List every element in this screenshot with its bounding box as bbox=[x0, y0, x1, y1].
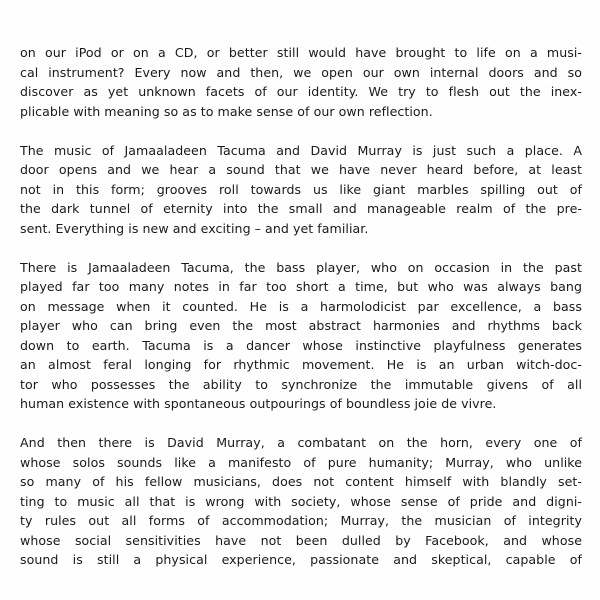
text-line: There is Jamaaladeen Tacuma, the bass player, who on occasion in the past bbox=[20, 259, 582, 275]
text-line: The music of Jamaaladeen Tacuma and David Murray is just such a place. A bbox=[20, 142, 582, 158]
text-line: door opens and we hear a sound that we have never heard before, at least bbox=[20, 162, 582, 177]
text-line: human existence with spontaneous outpourings of boundless joie de vivre. bbox=[20, 396, 497, 411]
paragraph-3 bbox=[20, 258, 582, 414]
text-line: plicable with meaning so as to make sense of our own reflection. bbox=[20, 103, 433, 119]
text-line: ty rules out all forms of accommodation; Murray, the musician of integrity bbox=[20, 513, 582, 528]
text-line: an almost feral longing for rhythmic movement. He is an urban witch-doc- bbox=[20, 357, 582, 372]
body-text bbox=[20, 43, 582, 589]
text-line: down to earth. Tacuma is a dancer whose instinctive playfulness generates bbox=[20, 337, 582, 353]
paragraph-1 bbox=[20, 43, 582, 121]
text-line: whose solos sounds like a manifesto of pure humanity; Murray, who unlike bbox=[20, 454, 582, 470]
text-line: cal instrument? Every now and then, we open our own internal doors and so bbox=[20, 64, 582, 80]
text-line: tor who possesses the ability to synchronize the immutable givens of all bbox=[20, 376, 582, 392]
text-line: sound is still a physical experience, passionate and skeptical, capable of bbox=[20, 552, 582, 567]
text-line: And then there is David Murray, a combatant on the horn, every one of bbox=[20, 435, 582, 450]
text-line: player who can bring even the most abstract harmonies and rhythms back bbox=[20, 318, 582, 333]
text-line: not in this form; grooves roll towards us like giant marbles spilling out of bbox=[20, 181, 582, 197]
text-line: sent. Everything is new and exciting – and yet familiar. bbox=[20, 220, 369, 236]
paragraph-2 bbox=[20, 141, 582, 239]
text-line: on our iPod or on a CD, or better still would have brought to life on a musi- bbox=[20, 45, 582, 60]
text-line: ting to music all that is wrong with society, whose sense of pride and digni- bbox=[20, 493, 582, 509]
text-line: played far too many notes in far too short a time, but who was always bang bbox=[20, 279, 582, 294]
paragraph-4 bbox=[20, 433, 582, 570]
text-line: on message when it counted. He is a harmolodicist par excellence, a bass bbox=[20, 298, 582, 314]
text-line: the dark tunnel of eternity into the small and manageable realm of the pre- bbox=[20, 201, 582, 216]
text-line: so many of his fellow musicians, does not content himself with blandly set- bbox=[20, 474, 582, 489]
text-line: discover as yet unknown facets of our identity. We try to flesh out the inex- bbox=[20, 84, 582, 99]
text-line: whose social sensitivities have not been dulled by Facebook, and whose bbox=[20, 532, 582, 548]
